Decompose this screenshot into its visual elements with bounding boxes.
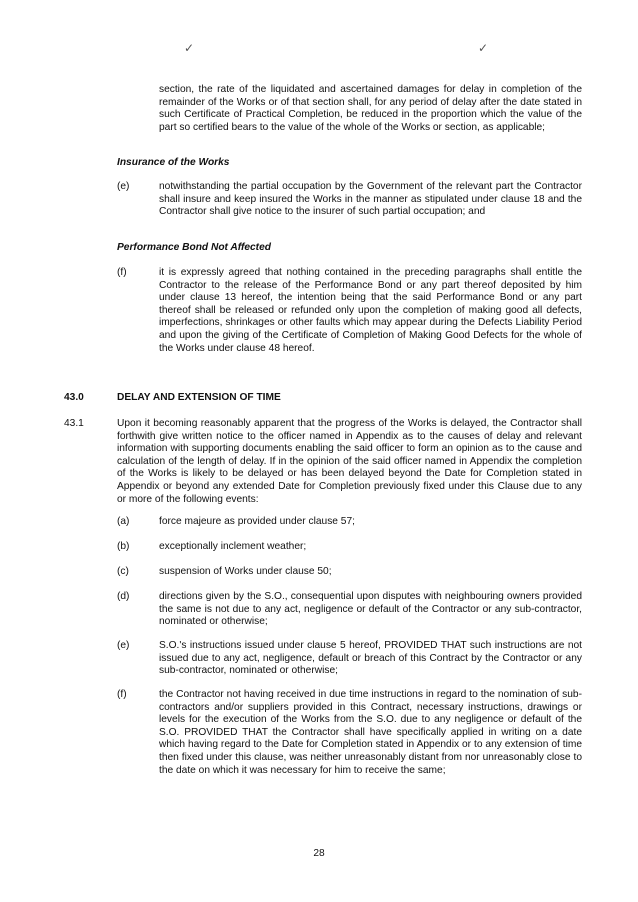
item-label-f: (f): [117, 267, 127, 278]
event-label-f: (f): [117, 689, 127, 700]
section-number: 43.0: [64, 392, 84, 403]
clause-paragraph: Upon it becoming reasonably apparent that the progress of the Works is delayed, the Contractor shall forthwith give written notice to the officer named in Appendix as to the causes of delay and relevant information with supporting documents enabling the said officer to form an opinion as to the cause and calculation of the length of delay. If in the opinion of the said officer named in Appendix the completion of the Works is likely to be delayed or has been delayed beyond the Date for Completion stated in Appendix or beyond any extended Date for Completion previously fixed under this Clause due to any or more of the following events:: [117, 418, 582, 505]
event-item-b: exceptionally inclement weather;: [159, 541, 307, 552]
event-item-c: suspension of Works under clause 50;: [159, 566, 332, 577]
event-item-a: force majeure as provided under clause 57;: [159, 516, 355, 527]
check-mark-icon: ✓: [184, 41, 195, 55]
check-mark-icon: ✓: [478, 41, 489, 55]
continuation-paragraph: section, the rate of the liquidated and ascertained damages for delay in completion of the remainder of the Works or of that section shall, for any period of delay after the date stated in such Certificate of Practical Completion, be reduced in the proportion which the value of the part so certified bears to the value of the whole of the Works or section, as applicable;: [159, 84, 582, 133]
event-item-f: the Contractor not having received in due time instructions in regard to the nomination of sub-contractors and/or suppliers provided in this Contract, necessary instructions, drawings or levels for the execution of the Works from the S.O. due to any negligence or default of the S.O. PROVIDED THAT the Contractor shall have specifically applied in writing on a date which having regard to the Date for Completion stated in Appendix or to any extension of time then fixed under this clause, was neither unreasonably distant from nor unreasonably close to the date on which it was necessary for him to receive the same;: [159, 689, 582, 776]
event-item-e: S.O.'s instructions issued under clause 5 hereof, PROVIDED THAT such instructions are not issued due to any act, negligence, default or breach of this Contract by the Contractor or any sub-contractor, nominated or otherwise;: [159, 640, 582, 677]
section-title: DELAY AND EXTENSION OF TIME: [117, 392, 281, 403]
item-label-e: (e): [117, 181, 130, 192]
insurance-paragraph: notwithstanding the partial occupation by the Government of the relevant part the Contractor shall insure and keep insured the Works in the manner as stipulated under clause 18 and the Contractor shall give notice to the insurer of such partial occupation; and: [159, 181, 582, 218]
performance-bond-paragraph: it is expressly agreed that nothing contained in the preceding paragraphs shall entitle the Contractor to the release of the Performance Bond or any part thereof deposited by him under clause 13 hereof, the intention being that the said Performance Bond or any part thereof shall be released or refunded only upon the completion of making good all defects, imperfections, shrinkages or other faults which may appear during the Defects Liability Period and upon the giving of the Certificate of Completion of Making Good Defects for the whole of the Works under clause 48 hereof.: [159, 267, 582, 354]
event-item-d: directions given by the S.O., consequential upon disputes with neighbouring owners provided the same is not due to any act, negligence or default of the Contractor or any sub-contractor, nominated or otherwise;: [159, 591, 582, 628]
heading-insurance-of-works: Insurance of the Works: [117, 157, 230, 168]
event-label-c: (c): [117, 566, 129, 577]
heading-performance-bond: Performance Bond Not Affected: [117, 242, 271, 253]
clause-number: 43.1: [64, 418, 84, 429]
event-label-b: (b): [117, 541, 130, 552]
event-label-d: (d): [117, 591, 130, 602]
event-label-e: (e): [117, 640, 130, 651]
page-number: 28: [313, 848, 325, 859]
event-label-a: (a): [117, 516, 130, 527]
